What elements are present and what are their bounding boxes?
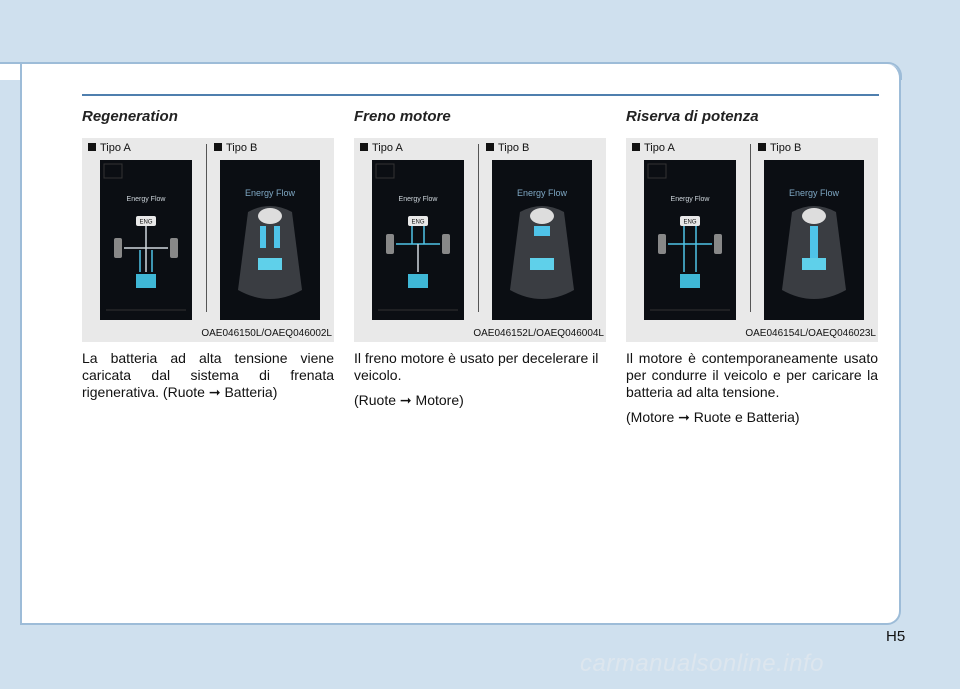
square-bullet-icon: [632, 143, 640, 151]
figure: [354, 138, 606, 342]
energy-flow-label: Energy Flow: [788, 188, 840, 198]
square-bullet-icon: [486, 143, 494, 151]
energy-flow-screen-a: [644, 160, 736, 320]
square-bullet-icon: [214, 143, 222, 151]
figure-code: OAE046154L/OAEQ046023L: [745, 328, 876, 339]
energy-flow-screen-b: [220, 160, 320, 320]
energy-flow-label: Energy Flow: [398, 196, 438, 203]
battery-icon: [802, 258, 826, 270]
motor-icon: [802, 208, 826, 224]
section-title: Regeneration: [82, 108, 178, 125]
paragraph: La batteria ad alta tensione viene caricata dal sistema di frenata rigenerativa. (Ruote ➞ Batteria): [82, 350, 334, 400]
battery-icon: [258, 258, 282, 270]
engine-label: ENG: [139, 219, 153, 226]
page-left-border: [20, 64, 22, 625]
energy-flow-screen-a: [100, 160, 192, 320]
paragraph: Il freno motore è usato per decelerare il veicolo.: [354, 350, 599, 383]
tipo-a-label: Tipo A: [360, 142, 403, 154]
energy-flow-car-diagram-b: [220, 160, 320, 320]
energy-flow-screen-b: [764, 160, 864, 320]
tipo-b-label: Tipo B: [758, 142, 801, 154]
figure-divider: [206, 144, 207, 312]
paragraph: (Ruote ➞ Motore): [354, 392, 464, 408]
energy-flow-label: Energy Flow: [670, 196, 710, 203]
section-title: Freno motore: [354, 108, 451, 125]
motor-icon: [530, 208, 554, 224]
energy-flow-diagram-a: [100, 160, 192, 320]
energy-flow-car-diagram-b: [492, 160, 592, 320]
section-title: Riserva di potenza: [626, 108, 759, 125]
figure: [626, 138, 878, 342]
wheel-right-icon: [442, 234, 450, 254]
square-bullet-icon: [758, 143, 766, 151]
paragraph: Il motore è contemporaneamente usato per condurre il veicolo e per caricare la batteria ad alta tensione.: [626, 350, 878, 400]
figure-code: OAE046150L/OAEQ046002L: [201, 328, 332, 339]
energy-flow-diagram-a: [644, 160, 736, 320]
energy-flow-diagram-a: [372, 160, 464, 320]
figure-code: OAE046152L/OAEQ046004L: [473, 328, 604, 339]
section-regeneration: [82, 108, 334, 401]
engine-label: ENG: [411, 219, 425, 226]
energy-flow-label: Energy Flow: [244, 188, 296, 198]
square-bullet-icon: [360, 143, 368, 151]
figure-divider: [750, 144, 751, 312]
wheel-left-icon: [386, 234, 394, 254]
page-number: H5: [886, 628, 906, 645]
energy-flow-screen-b: [492, 160, 592, 320]
wheel-right-icon: [714, 234, 722, 254]
energy-flow-label: Energy Flow: [126, 196, 166, 203]
figure-divider: [478, 144, 479, 312]
energy-flow-label: Energy Flow: [516, 188, 568, 198]
tipo-b-label: Tipo B: [214, 142, 257, 154]
battery-icon: [408, 274, 428, 288]
wheel-left-icon: [658, 234, 666, 254]
tipo-a-label: Tipo A: [88, 142, 131, 154]
paragraph: (Motore ➞ Ruote e Batteria): [626, 409, 800, 425]
motor-icon: [258, 208, 282, 224]
wheel-right-icon: [170, 238, 178, 258]
energy-flow-car-diagram-b: [764, 160, 864, 320]
battery-icon: [136, 274, 156, 288]
wheel-left-icon: [114, 238, 122, 258]
section-riserva-di-potenza: [626, 108, 878, 426]
engine-label: ENG: [683, 219, 697, 226]
tipo-a-label: Tipo A: [632, 142, 675, 154]
square-bullet-icon: [88, 143, 96, 151]
header-rule: [82, 94, 879, 96]
section-freno-motore: [354, 108, 606, 409]
tipo-b-label: Tipo B: [486, 142, 529, 154]
watermark: carmanualsonline.info: [580, 650, 824, 677]
figure: [82, 138, 334, 342]
battery-icon: [680, 274, 700, 288]
battery-icon: [530, 258, 554, 270]
energy-flow-screen-a: [372, 160, 464, 320]
